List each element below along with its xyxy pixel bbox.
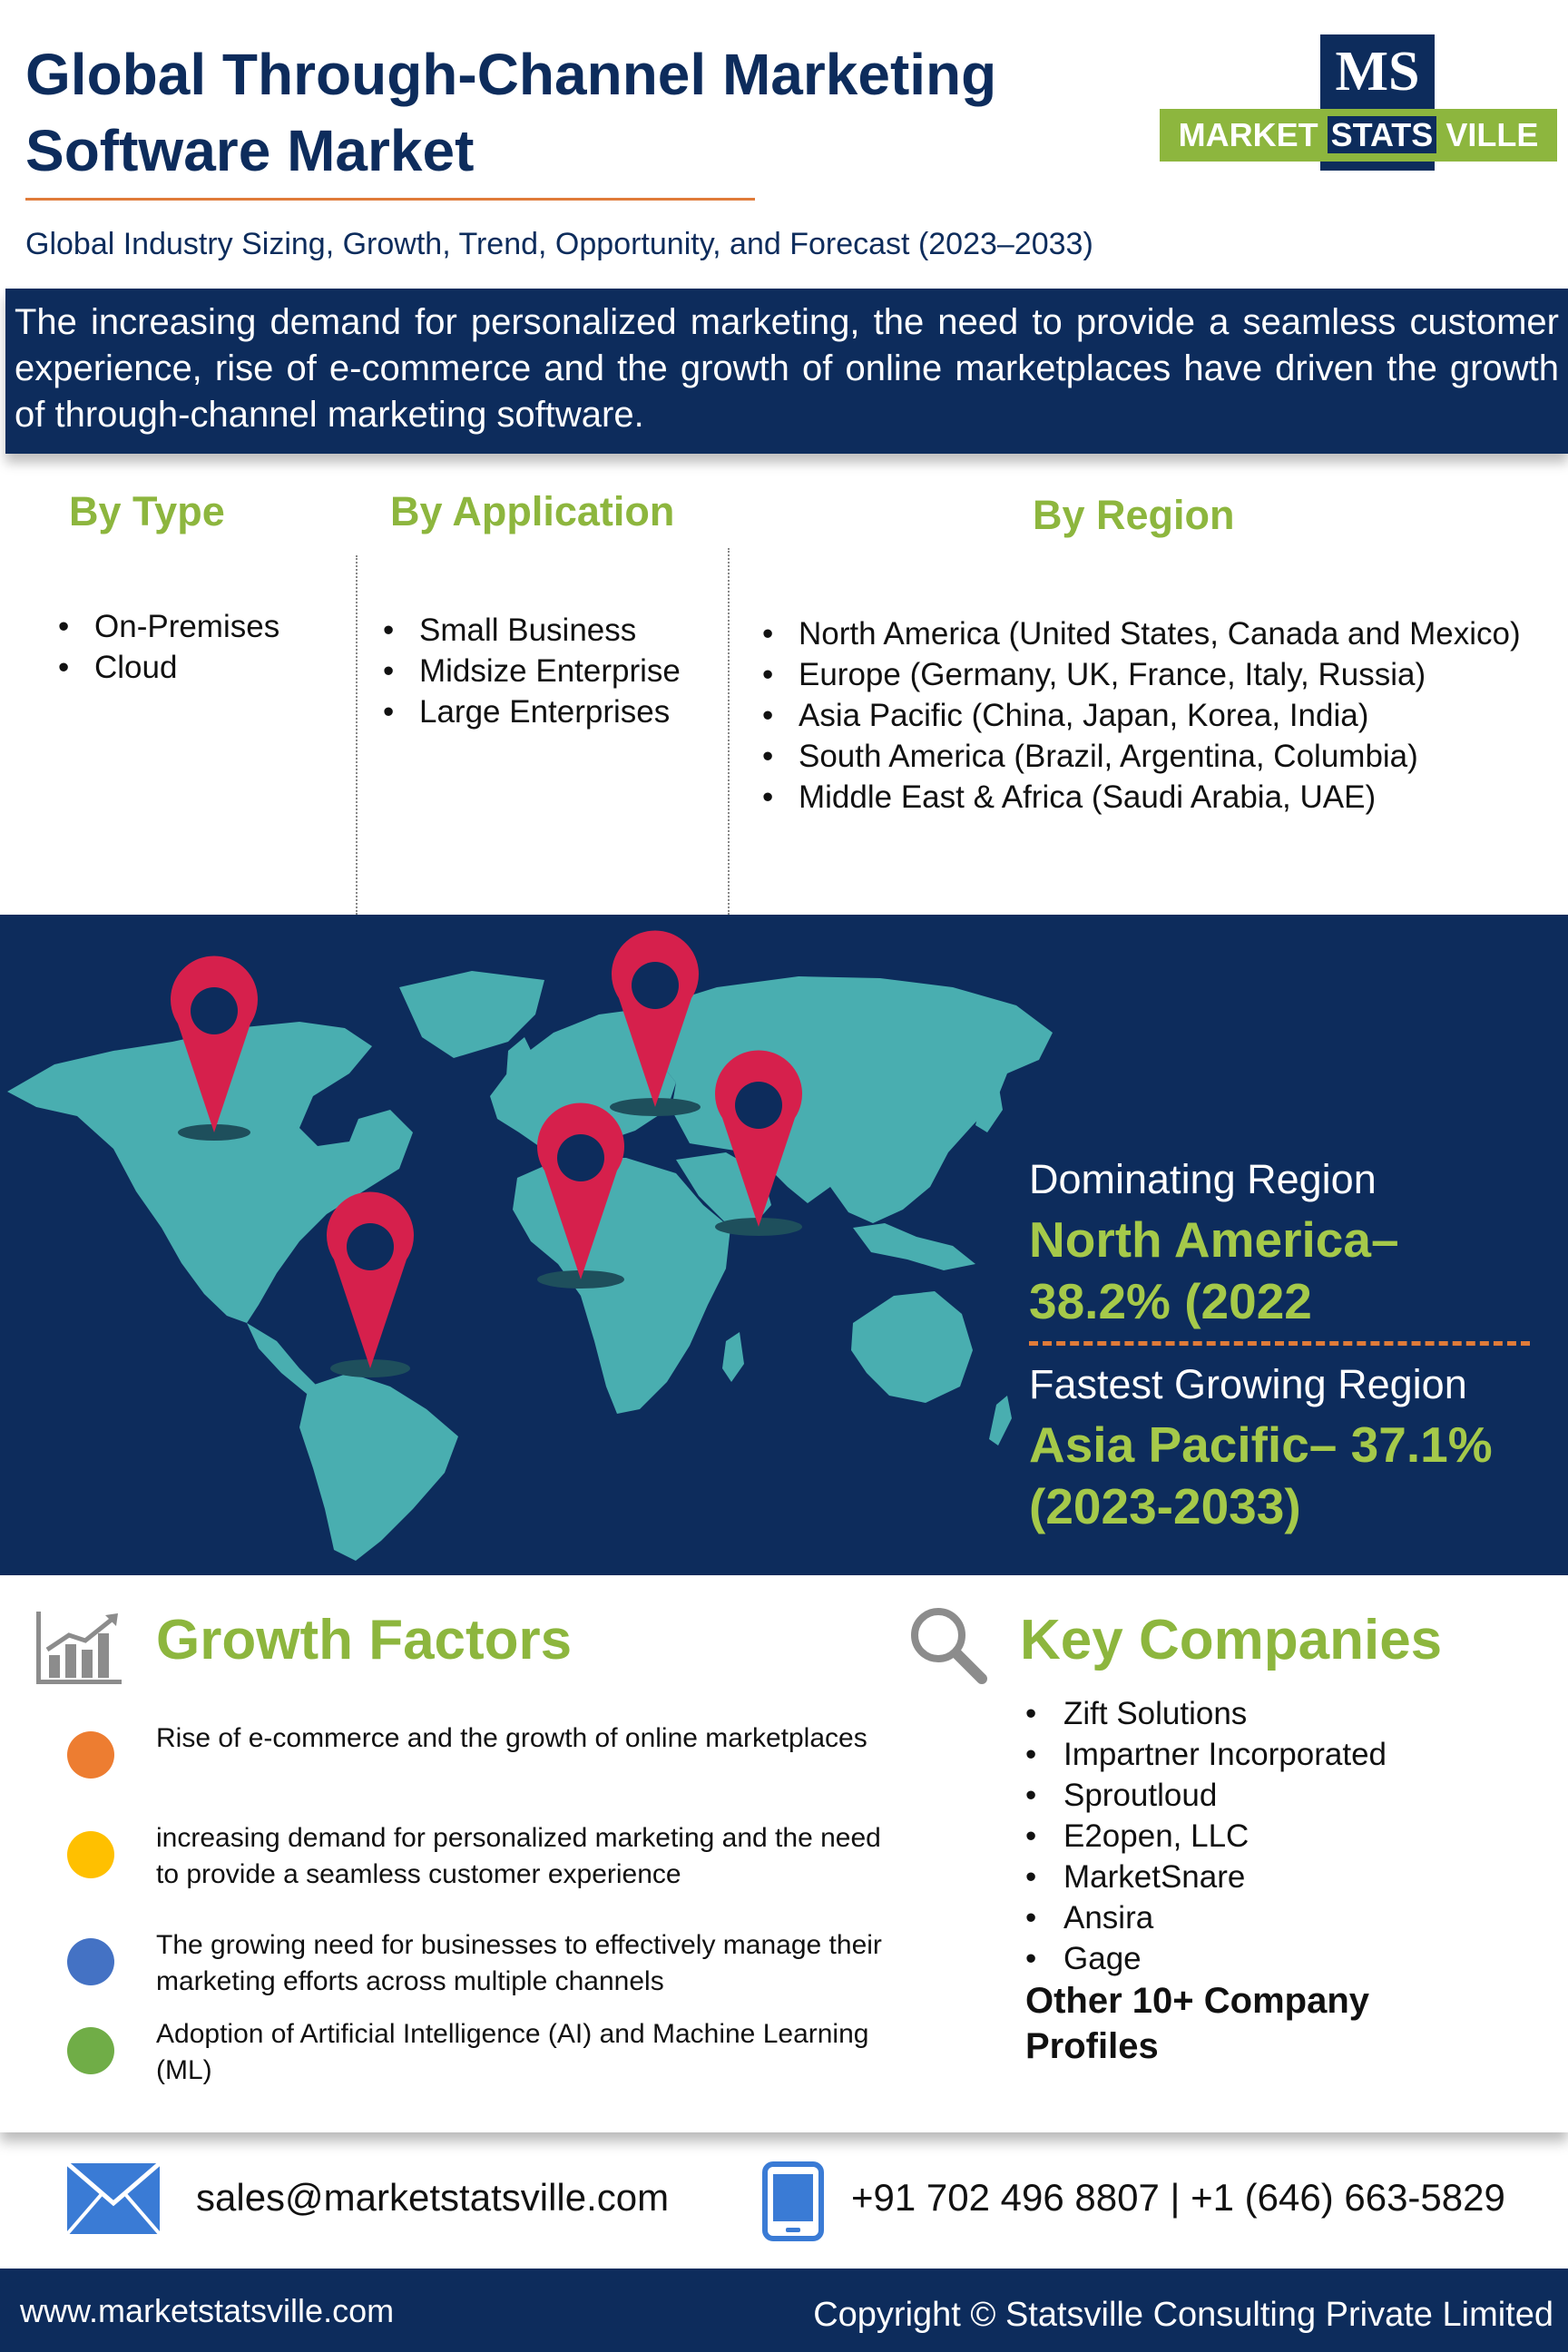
- page-title: [25, 36, 1151, 189]
- segment-heading-region: By Region: [1033, 492, 1235, 538]
- footer-website-link[interactable]: www.marketstatsville.com: [20, 2292, 395, 2329]
- growth-factor-bullet-icon: [67, 1938, 114, 1985]
- title-line-2: Software Market: [25, 118, 475, 183]
- title-line-1: Global Through-Channel Marketing: [25, 42, 997, 107]
- fastest-region-value: [1029, 1414, 1493, 1537]
- growth-factor-text: increasing demand for personalized marketing and the need to provide a seamless customer experience: [156, 1823, 881, 1889]
- growth-factor-text: The growing need for businesses to effectively manage their marketing efforts across multiple channels: [156, 1930, 882, 1996]
- segment-list-type: [49, 606, 348, 688]
- company-list-item: • Impartner Incorporated: [1020, 1734, 1546, 1775]
- growth-and-companies-panel: [0, 1575, 1568, 2132]
- region-map-panel: [0, 915, 1568, 1575]
- intro-banner: The increasing demand for personalized marketing, the need to provide a seamless customer experience, rise of e-commerce and the growth of online marketplaces have driven the growth of through-channel marketing software.: [5, 289, 1568, 454]
- type-list-item: • On-Premises: [49, 606, 348, 647]
- map-australia: [851, 1291, 973, 1403]
- stats-divider: [1029, 1341, 1530, 1346]
- segment-list-region: [753, 613, 1552, 818]
- map-madagascar: [722, 1332, 744, 1382]
- company-list-item: • Gage: [1020, 1938, 1546, 1979]
- map-africa: [513, 1158, 730, 1414]
- application-list-item: • Midsize Enterprise: [374, 651, 701, 691]
- segment-divider: [728, 548, 730, 915]
- growth-factors-heading: Growth Factors: [156, 1609, 573, 1671]
- company-list-item: • E2open, LLC: [1020, 1816, 1546, 1857]
- logo-word-stats: STATS: [1328, 116, 1437, 153]
- type-list-item: • Cloud: [49, 647, 348, 688]
- phone-icon: [762, 2161, 824, 2241]
- map-south-america: [299, 1373, 458, 1561]
- map-new-zealand: [989, 1396, 1012, 1446]
- bar-chart-icon: [33, 1608, 123, 1686]
- segment-divider: [356, 555, 358, 915]
- region-list-item: • Asia Pacific (China, Japan, Korea, India): [753, 695, 1552, 736]
- page-subtitle: Global Industry Sizing, Growth, Trend, Opportunity, and Forecast (2023–2033): [25, 227, 1093, 261]
- key-companies-list: [1020, 1693, 1546, 1979]
- title-underline: [25, 198, 755, 201]
- map-pin-south-america-icon: [327, 1191, 414, 1377]
- region-list-item: • North America (United States, Canada and Mexico): [753, 613, 1552, 654]
- company-list-item: • MarketSnare: [1020, 1857, 1546, 1897]
- key-companies-heading: Key Companies: [1020, 1609, 1443, 1671]
- logo-monogram: MS: [1320, 34, 1435, 171]
- region-list-item: • South America (Brazil, Argentina, Columbia): [753, 736, 1552, 777]
- company-list-item: • Zift Solutions: [1020, 1693, 1546, 1734]
- brand-logo: [1160, 34, 1557, 171]
- contact-email[interactable]: sales@marketstatsville.com: [196, 2176, 670, 2219]
- region-list-item: • Middle East & Africa (Saudi Arabia, UAE): [753, 777, 1552, 818]
- logo-wordmark: [1160, 109, 1557, 162]
- logo-word-ville: VILLE: [1446, 116, 1539, 153]
- fastest-region-label: Fastest Growing Region: [1029, 1361, 1467, 1407]
- contact-phone[interactable]: +91 702 496 8807 | +1 (646) 663-5829: [851, 2176, 1505, 2219]
- growth-factor-text: Rise of e-commerce and the growth of online marketplaces: [156, 1723, 867, 1753]
- growth-factor-bullet-icon: [67, 1831, 114, 1878]
- segment-heading-application: By Application: [390, 488, 675, 534]
- fastest-value-line-1: Asia Pacific– 37.1%: [1029, 1416, 1493, 1473]
- segment-list-application: [374, 610, 701, 732]
- footer-copyright: Copyright © Statsville Consulting Private Limited: [813, 2296, 1553, 2334]
- application-list-item: • Large Enterprises: [374, 691, 701, 732]
- company-list-item: • Ansira: [1020, 1897, 1546, 1938]
- growth-factor-text: Adoption of Artificial Intelligence (AI) and Machine Learning (ML): [156, 2019, 869, 2085]
- map-central-america: [247, 1323, 318, 1394]
- region-list-item: • Europe (Germany, UK, France, Italy, Russia): [753, 654, 1552, 695]
- dominating-value-line-1: North America–: [1029, 1211, 1399, 1268]
- search-icon: [906, 1602, 987, 1684]
- dominating-region-label: Dominating Region: [1029, 1156, 1377, 1202]
- segment-heading-type: By Type: [69, 488, 225, 534]
- company-list-item: • Sproutloud: [1020, 1775, 1546, 1816]
- dominating-region-value: [1029, 1209, 1399, 1332]
- logo-word-market: MARKET: [1178, 116, 1318, 153]
- dominating-value-line-2: 38.2% (2022: [1029, 1273, 1312, 1329]
- growth-factor-bullet-icon: [67, 1731, 114, 1779]
- growth-factor-bullet-icon: [67, 2027, 114, 2074]
- mail-icon: [65, 2161, 162, 2236]
- fastest-value-line-2: (2023-2033): [1029, 1478, 1301, 1534]
- map-southeast-asia: [853, 1223, 975, 1270]
- application-list-item: • Small Business: [374, 610, 701, 651]
- other-company-profiles: Other 10+ Company Profiles: [1025, 1981, 1370, 2066]
- page-footer: [0, 2269, 1568, 2352]
